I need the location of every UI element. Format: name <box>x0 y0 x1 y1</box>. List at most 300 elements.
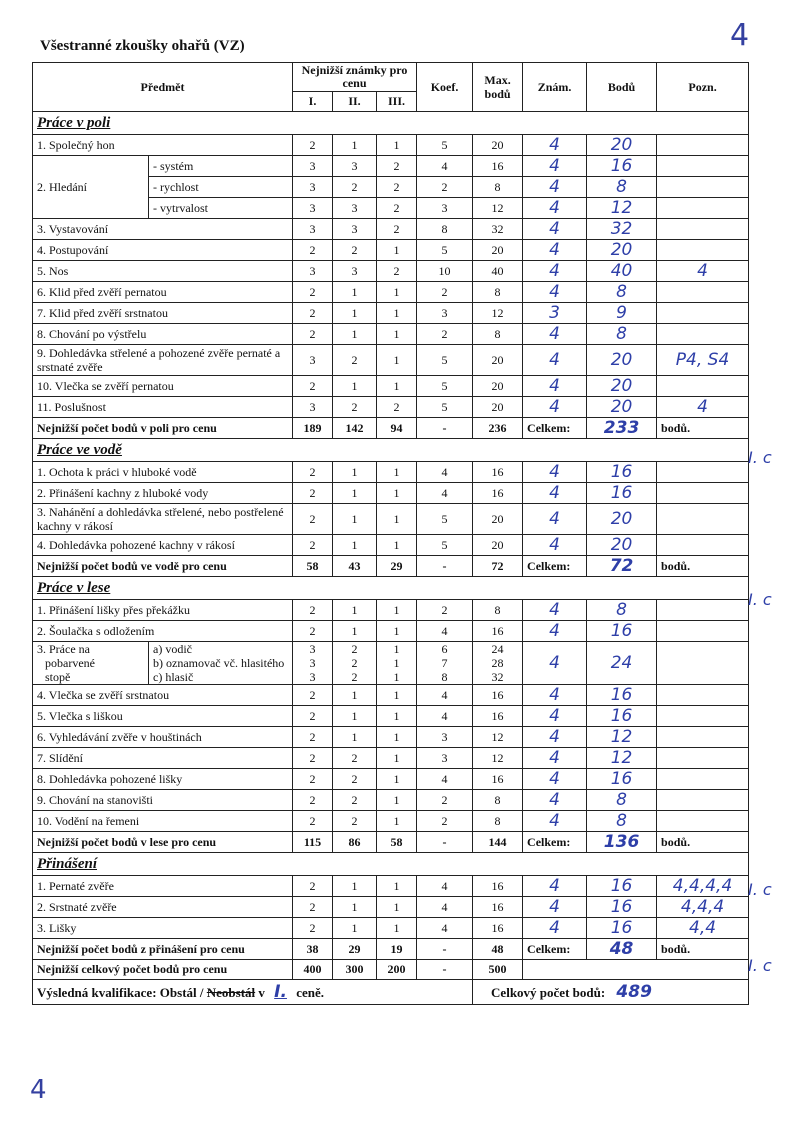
table-row <box>33 727 749 748</box>
cell-body: 8 <box>587 600 657 621</box>
cell-body: 8 <box>587 177 657 198</box>
total-celkem-label: Celkem: <box>523 939 587 960</box>
cell-g1: 2 <box>293 621 333 642</box>
row3-opt-b: b) oznamovač vč. hlasitého <box>153 656 285 670</box>
fetch-rows <box>33 876 749 939</box>
table-row <box>33 748 749 769</box>
table-row <box>33 156 749 177</box>
grand-total-koef: - <box>417 960 473 980</box>
cell-g1: 2 <box>293 811 333 832</box>
table-row <box>33 769 749 790</box>
cell-max: 20 <box>473 376 523 397</box>
cell-g1: 2 <box>293 376 333 397</box>
grand-total-name: Nejnižší celkový počet bodů pro cenu <box>33 960 293 980</box>
result-row <box>33 980 749 1005</box>
cell-body: 16 <box>587 769 657 790</box>
total-celkem-label: Celkem: <box>523 418 587 439</box>
header-g3: III. <box>377 92 417 112</box>
table-row <box>33 483 749 504</box>
header-min-grades: Nejnižší známky pro cenu <box>293 63 417 92</box>
row3-name-c: stopě <box>45 670 71 684</box>
cell-g1: 3 <box>293 156 333 177</box>
cell-max: 12 <box>473 727 523 748</box>
result-total-label: Celkový počet bodů: <box>491 985 606 1000</box>
cell-znam: 4 <box>523 918 587 939</box>
cell-g3: 1 <box>377 706 417 727</box>
cell-g2: 1 <box>333 876 377 897</box>
cell-g2: 2 <box>333 811 377 832</box>
cell-g2: 1 <box>333 483 377 504</box>
result-qualification <box>33 980 473 1005</box>
cell-znam: 4 <box>523 876 587 897</box>
grand-total-max: 500 <box>473 960 523 980</box>
cell-g1: 2 <box>293 303 333 324</box>
cell-znam: 4 <box>523 177 587 198</box>
row-name: 3. Lišky <box>33 918 293 939</box>
row-name: 6. Klid před zvěří pernatou <box>33 282 293 303</box>
total-max: 236 <box>473 418 523 439</box>
cell-body: 16 <box>587 621 657 642</box>
cell-pozn <box>657 303 749 324</box>
cell-body: 12 <box>587 727 657 748</box>
cell-max: 40 <box>473 261 523 282</box>
cell-g2: 1 <box>333 727 377 748</box>
cell-g3: 1 <box>377 345 417 376</box>
cell-body: 8 <box>587 324 657 345</box>
cell-g3: 1 <box>377 685 417 706</box>
cell-pozn <box>657 324 749 345</box>
total-g2: 86 <box>333 832 377 853</box>
cell-body: 8 <box>587 282 657 303</box>
cell-znam: 4 <box>523 483 587 504</box>
table-row <box>33 876 749 897</box>
cell-g2: 1 <box>333 135 377 156</box>
table-row-tracking <box>33 642 749 685</box>
cell-g2: 1 <box>333 504 377 535</box>
section-title-fetch: Přinášení <box>33 853 749 876</box>
cell-g1: 3 <box>293 397 333 418</box>
cell-pozn <box>657 748 749 769</box>
cell-g3: 2 <box>377 219 417 240</box>
cell-g1: 2 <box>293 462 333 483</box>
table-row <box>33 345 749 376</box>
cell-g3: 1 <box>377 727 417 748</box>
cell-koef: 4 <box>417 897 473 918</box>
header-body: Bodů <box>587 63 657 112</box>
cell-g1: 2 <box>293 324 333 345</box>
result-v: v <box>258 985 265 1000</box>
cell-g1: 2 <box>293 769 333 790</box>
row3-opt-c: c) hlasič <box>153 670 194 684</box>
cell-znam: 4 <box>523 345 587 376</box>
cell-g3: 1 <box>377 748 417 769</box>
cell-body: 8 <box>587 790 657 811</box>
table-row <box>33 897 749 918</box>
grand-total-g2: 300 <box>333 960 377 980</box>
cell-pozn <box>657 198 749 219</box>
cell-koef: 4 <box>417 685 473 706</box>
cell-koef: 5 <box>417 397 473 418</box>
cell-pozn: 4 <box>657 261 749 282</box>
row-name: 11. Poslušnost <box>33 397 293 418</box>
cell-max: 20 <box>473 397 523 418</box>
cell-g2: 2 <box>333 240 377 261</box>
cell-body: 16 <box>587 706 657 727</box>
cell-znam: 4 <box>523 769 587 790</box>
cell-max: 8 <box>473 282 523 303</box>
cell-body: 20 <box>587 397 657 418</box>
row-name: 7. Slídění <box>33 748 293 769</box>
cell-g1: 2 <box>293 748 333 769</box>
cell-znam: 4 <box>523 535 587 556</box>
header-koef: Koef. <box>417 63 473 112</box>
cell-znam: 4 <box>523 897 587 918</box>
cell-koef: 2 <box>417 600 473 621</box>
table-row <box>33 811 749 832</box>
cell-body: 40 <box>587 261 657 282</box>
cell-znam: 4 <box>523 621 587 642</box>
cell-g1: 2 <box>293 897 333 918</box>
row-name: 8. Dohledávka pohozené lišky <box>33 769 293 790</box>
cell-znam: 4 <box>523 219 587 240</box>
header-g1: I. <box>293 92 333 112</box>
cell-g1: 2 <box>293 918 333 939</box>
cell-pozn <box>657 790 749 811</box>
cell-max: 20 <box>473 135 523 156</box>
total-name: Nejnižší počet bodů v lese pro cenu <box>33 832 293 853</box>
cell-koef: 5 <box>417 504 473 535</box>
cell-g3: 1 <box>377 504 417 535</box>
cell-g3: 1 <box>377 790 417 811</box>
table-row <box>33 397 749 418</box>
cell-g1: 2 <box>293 876 333 897</box>
total-unit: bodů. <box>657 939 749 960</box>
cell-g2: 1 <box>333 376 377 397</box>
cell-znam: 4 <box>523 397 587 418</box>
row-name: 3. Vystavování <box>33 219 293 240</box>
cell-g2: 1 <box>333 621 377 642</box>
cell-g3: 1 <box>377 135 417 156</box>
row3-znam: 4 <box>523 642 587 685</box>
total-g1: 38 <box>293 939 333 960</box>
cell-znam: 4 <box>523 727 587 748</box>
cell-g1: 2 <box>293 282 333 303</box>
table-row <box>33 535 749 556</box>
cell-koef: 4 <box>417 706 473 727</box>
cell-koef: 5 <box>417 535 473 556</box>
cell-g3: 1 <box>377 324 417 345</box>
cell-znam: 4 <box>523 685 587 706</box>
section-title-forest: Práce v lese <box>33 577 749 600</box>
total-celkem-value: 72 <box>587 556 657 577</box>
cell-g2: 1 <box>333 897 377 918</box>
cell-pozn <box>657 462 749 483</box>
cell-pozn <box>657 600 749 621</box>
row-name: 2. Šoulačka s odložením <box>33 621 293 642</box>
cell-pozn <box>657 135 749 156</box>
cell-g3: 1 <box>377 303 417 324</box>
cell-max: 16 <box>473 769 523 790</box>
table-row <box>33 462 749 483</box>
row3-koef: 6 7 8 <box>417 642 473 685</box>
cell-g2: 3 <box>333 156 377 177</box>
cell-g2: 2 <box>333 345 377 376</box>
table-row <box>33 504 749 535</box>
cell-body: 20 <box>587 504 657 535</box>
cell-koef: 4 <box>417 621 473 642</box>
row-name: - vytrvalost <box>149 198 293 219</box>
cell-koef: 4 <box>417 769 473 790</box>
cell-g1: 2 <box>293 600 333 621</box>
row-name: 7. Klid před zvěří srstnatou <box>33 303 293 324</box>
cell-pozn: 4 <box>657 397 749 418</box>
cell-pozn <box>657 769 749 790</box>
table-row <box>33 376 749 397</box>
row3-g2: 2 2 2 <box>333 642 377 685</box>
side-mark-fetch: I. c <box>748 956 772 975</box>
row3-options <box>149 642 293 685</box>
field-rows-rest <box>33 219 749 418</box>
result-label: Výsledná kvalifikace: <box>37 985 157 1000</box>
cell-g2: 1 <box>333 535 377 556</box>
water-rows <box>33 462 749 556</box>
total-g2: 29 <box>333 939 377 960</box>
cell-g2: 2 <box>333 769 377 790</box>
row3-max: 24 28 32 <box>473 642 523 685</box>
cell-max: 12 <box>473 198 523 219</box>
cell-max: 16 <box>473 876 523 897</box>
cell-znam: 3 <box>523 303 587 324</box>
cell-body: 20 <box>587 240 657 261</box>
table-row <box>33 621 749 642</box>
section-title-water: Práce ve vodě <box>33 439 749 462</box>
cell-koef: 4 <box>417 156 473 177</box>
cell-g1: 2 <box>293 706 333 727</box>
cell-g3: 1 <box>377 462 417 483</box>
total-koef: - <box>417 418 473 439</box>
cell-g1: 2 <box>293 135 333 156</box>
row-name: 1. Pernaté zvěře <box>33 876 293 897</box>
row-name: 10. Vodění na řemeni <box>33 811 293 832</box>
cell-max: 20 <box>473 345 523 376</box>
cell-g1: 2 <box>293 240 333 261</box>
cell-pozn <box>657 504 749 535</box>
row-name: 5. Nos <box>33 261 293 282</box>
cell-znam: 4 <box>523 376 587 397</box>
cell-max: 8 <box>473 324 523 345</box>
cell-g2: 1 <box>333 685 377 706</box>
cell-g1: 2 <box>293 535 333 556</box>
cell-koef: 2 <box>417 811 473 832</box>
row-name: 4. Dohledávka pohozené kachny v rákosí <box>33 535 293 556</box>
cell-g3: 1 <box>377 376 417 397</box>
row3-pozn <box>657 642 749 685</box>
section-title-field: Práce v poli <box>33 112 749 135</box>
cell-znam: 4 <box>523 324 587 345</box>
cell-g3: 2 <box>377 261 417 282</box>
cell-g2: 1 <box>333 462 377 483</box>
total-unit: bodů. <box>657 832 749 853</box>
grand-total-empty <box>523 960 749 980</box>
cell-g3: 2 <box>377 397 417 418</box>
side-mark-water: I. c <box>748 590 772 609</box>
cell-g3: 1 <box>377 282 417 303</box>
cell-g2: 3 <box>333 261 377 282</box>
header-max: Max. bodů <box>473 63 523 112</box>
cell-g1: 3 <box>293 345 333 376</box>
total-name: Nejnižší počet bodů v poli pro cenu <box>33 418 293 439</box>
cell-body: 16 <box>587 483 657 504</box>
cell-g1: 2 <box>293 685 333 706</box>
cell-znam: 4 <box>523 748 587 769</box>
cell-koef: 3 <box>417 198 473 219</box>
total-koef: - <box>417 832 473 853</box>
cell-pozn: 4,4 <box>657 918 749 939</box>
row-name: 3. Nahánění a dohledávka střelené, nebo postřelené kachny v rákosí <box>33 504 293 535</box>
header-znam: Znám. <box>523 63 587 112</box>
total-g3: 29 <box>377 556 417 577</box>
cell-koef: 5 <box>417 376 473 397</box>
cell-pozn <box>657 811 749 832</box>
row-name: 1. Společný hon <box>33 135 293 156</box>
cell-body: 16 <box>587 876 657 897</box>
exam-table <box>32 62 749 1005</box>
cell-body: 32 <box>587 219 657 240</box>
cell-g2: 2 <box>333 748 377 769</box>
row3-g3: 1 1 1 <box>377 642 417 685</box>
cell-g1: 3 <box>293 219 333 240</box>
table-row <box>33 261 749 282</box>
cell-body: 16 <box>587 156 657 177</box>
row-name: - systém <box>149 156 293 177</box>
cell-body: 20 <box>587 135 657 156</box>
cell-koef: 3 <box>417 748 473 769</box>
header-subject: Předmět <box>33 63 293 112</box>
cell-znam: 4 <box>523 282 587 303</box>
total-max: 144 <box>473 832 523 853</box>
row3-body: 24 <box>587 642 657 685</box>
cell-pozn <box>657 727 749 748</box>
side-mark-field: I. c <box>748 448 772 467</box>
row-name: 4. Vlečka se zvěří srstnatou <box>33 685 293 706</box>
row-group-name: 2. Hledání <box>33 156 149 219</box>
cell-pozn: P4, S4 <box>657 345 749 376</box>
cell-body: 16 <box>587 918 657 939</box>
cell-g2: 1 <box>333 324 377 345</box>
total-g3: 94 <box>377 418 417 439</box>
cell-znam: 4 <box>523 811 587 832</box>
cell-body: 12 <box>587 748 657 769</box>
row3-g1: 3 3 3 <box>293 642 333 685</box>
cell-max: 12 <box>473 748 523 769</box>
table-row <box>33 790 749 811</box>
total-koef: - <box>417 939 473 960</box>
page-title: Všestranné zkoušky ohařů (VZ) <box>40 38 245 54</box>
result-failed-struck: Neobstál <box>206 985 256 1000</box>
result-total-value: 489 <box>616 982 652 1002</box>
header-g2: II. <box>333 92 377 112</box>
cell-znam: 4 <box>523 706 587 727</box>
cell-pozn <box>657 282 749 303</box>
cell-pozn <box>657 685 749 706</box>
cell-max: 12 <box>473 303 523 324</box>
total-g1: 115 <box>293 832 333 853</box>
cell-koef: 2 <box>417 282 473 303</box>
cell-body: 16 <box>587 462 657 483</box>
cell-max: 8 <box>473 790 523 811</box>
cell-max: 16 <box>473 621 523 642</box>
cell-g2: 1 <box>333 303 377 324</box>
table-row <box>33 240 749 261</box>
cell-body: 20 <box>587 376 657 397</box>
cell-g1: 3 <box>293 177 333 198</box>
forest-rows-after <box>33 685 749 832</box>
cell-max: 16 <box>473 897 523 918</box>
cell-g2: 2 <box>333 397 377 418</box>
row3-name <box>33 642 149 685</box>
side-mark-forest: I. c <box>748 880 772 899</box>
cell-pozn <box>657 177 749 198</box>
table-row <box>33 600 749 621</box>
cell-pozn <box>657 621 749 642</box>
cell-max: 8 <box>473 177 523 198</box>
total-celkem-value: 136 <box>587 832 657 853</box>
total-row-water <box>33 556 749 577</box>
cell-koef: 5 <box>417 240 473 261</box>
row-name: - rychlost <box>149 177 293 198</box>
cell-g2: 2 <box>333 790 377 811</box>
cell-g1: 2 <box>293 727 333 748</box>
cell-body: 16 <box>587 897 657 918</box>
total-max: 72 <box>473 556 523 577</box>
cell-g3: 1 <box>377 811 417 832</box>
cell-g3: 1 <box>377 876 417 897</box>
cell-koef: 3 <box>417 303 473 324</box>
cell-znam: 4 <box>523 790 587 811</box>
cell-g3: 2 <box>377 198 417 219</box>
row-name: 2. Srstnaté zvěře <box>33 897 293 918</box>
cell-pozn: 4,4,4 <box>657 897 749 918</box>
cell-max: 20 <box>473 240 523 261</box>
row-name: 1. Přinášení lišky přes překážku <box>33 600 293 621</box>
cell-koef: 2 <box>417 324 473 345</box>
header-row-1 <box>33 63 749 92</box>
cell-body: 12 <box>587 198 657 219</box>
cell-body: 16 <box>587 685 657 706</box>
cell-max: 16 <box>473 156 523 177</box>
total-name: Nejnižší počet bodů z přinášení pro cenu <box>33 939 293 960</box>
cell-max: 32 <box>473 219 523 240</box>
cell-g3: 2 <box>377 156 417 177</box>
cell-koef: 2 <box>417 790 473 811</box>
result-grade: I. <box>274 982 287 1002</box>
cell-znam: 4 <box>523 462 587 483</box>
cell-g3: 1 <box>377 483 417 504</box>
cell-g3: 1 <box>377 769 417 790</box>
total-name: Nejnižší počet bodů ve vodě pro cenu <box>33 556 293 577</box>
row-name: 9. Dohledávka střelené a pohozené zvěře pernaté a srstnaté zvěře <box>33 345 293 376</box>
cell-g1: 3 <box>293 198 333 219</box>
cell-koef: 4 <box>417 876 473 897</box>
cell-koef: 5 <box>417 345 473 376</box>
cell-g3: 1 <box>377 918 417 939</box>
cell-koef: 5 <box>417 135 473 156</box>
table-row <box>33 706 749 727</box>
cell-pozn: 4,4,4,4 <box>657 876 749 897</box>
cell-g1: 3 <box>293 261 333 282</box>
table-row <box>33 303 749 324</box>
row-name: 10. Vlečka se zvěří pernatou <box>33 376 293 397</box>
